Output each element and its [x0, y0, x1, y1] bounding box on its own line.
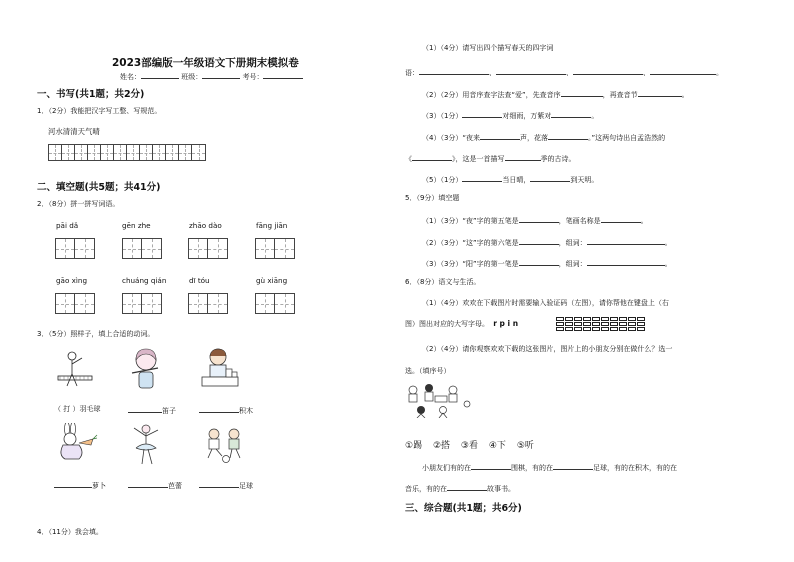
q5-part1[interactable]: （1）（3分）“夜”字的第五笔是 ，笔画名称是 。 — [422, 214, 648, 226]
kids-activities-illustration — [405, 382, 473, 418]
q4-part4-cont[interactable]: 《 》，这是一首描写 季的古诗。 — [405, 152, 576, 164]
q5-part2[interactable]: （2）（3分）“这”字的第六笔是 ，组词： 。 — [422, 236, 672, 248]
verb-blank-3[interactable]: 积木 — [199, 404, 253, 416]
badminton-illustration — [52, 348, 98, 390]
ballet-girl-illustration — [128, 422, 164, 466]
pinyin-7: dī tóu — [189, 276, 210, 285]
number-field[interactable] — [263, 70, 303, 79]
pinyin-2: gēn zhe — [122, 221, 151, 230]
question-4: 4．（11分）我会填。 — [37, 528, 103, 536]
option-list — [405, 438, 534, 451]
q6-part2-cont: 选。（填序号） — [405, 367, 451, 375]
char-box-1[interactable] — [55, 238, 95, 259]
char-box-6[interactable] — [122, 293, 162, 314]
section-heading-1: 一、书写(共1题；共2分) — [37, 89, 145, 100]
q4-part1-answers[interactable]: 语： 、 、 、 。 — [405, 66, 723, 78]
question-2: 2．（8分）拼一拼写词语。 — [37, 200, 120, 208]
option-5: ⑤听 — [516, 441, 534, 451]
q6-part2: （2）（4分）请你观察欢欢下载的这张图片，图片上的小朋友分别在做什么？选一 — [422, 345, 673, 353]
q6-fill-line2[interactable]: 音乐，有的在 故事书。 — [405, 482, 515, 494]
student-info — [120, 70, 303, 82]
char-box-4[interactable] — [255, 238, 295, 259]
question-5: 5．（9分）填空题 — [405, 194, 460, 202]
char-box-5[interactable] — [55, 293, 95, 314]
right-page — [397, 0, 794, 562]
char-box-7[interactable] — [188, 293, 228, 314]
football-kids-illustration — [200, 426, 248, 464]
verb-blank-6[interactable]: 足球 — [199, 479, 253, 491]
verb-blank-2[interactable]: 笛子 — [128, 404, 176, 416]
sample-text: 河水清清天气晴 — [48, 127, 100, 136]
char-box-3[interactable] — [188, 238, 228, 259]
q6-part1-cont: 图）图出对应的大写字母。 r p i n — [405, 319, 519, 328]
q4-part4[interactable]: （4）（3分）“夜来 声，花落 。”这两句诗出自孟浩然的 — [422, 131, 665, 143]
blocks-boy-illustration — [198, 346, 242, 390]
q4-part2[interactable]: （2）（2分）用音序查字法查“爱”，先查音序 ，再查音节 。 — [422, 88, 689, 100]
char-box-8[interactable] — [255, 293, 295, 314]
class-field[interactable] — [202, 70, 240, 79]
q4-part1: （1）（4分）请写出四个描写春天的四字词 — [422, 44, 554, 52]
captcha-letters: r p i n — [493, 319, 519, 328]
page-title: 2023部编版一年级语文下册期末模拟卷 — [112, 57, 299, 69]
pinyin-4: fāng jiān — [256, 221, 288, 230]
class-label: 班级： — [181, 73, 203, 81]
number-label: 考号： — [242, 73, 264, 81]
pinyin-6: chuáng qián — [122, 276, 167, 285]
option-4: ④下 — [488, 441, 506, 451]
option-2: ②搭 — [432, 441, 451, 451]
char-box-2[interactable] — [122, 238, 162, 259]
name-field[interactable] — [141, 70, 179, 79]
pinyin-1: pāi dǎ — [56, 221, 79, 230]
q6-fill-line1[interactable]: 小朋友们有的在 围棋，有的在 足球，有的在积木，有的在 — [422, 461, 677, 473]
q6-part1: （1）（4分）欢欢在下载图片时需要输入验证码（左图），请你帮他在键盘上（右 — [422, 299, 669, 307]
pinyin-8: gù xiāng — [256, 276, 288, 285]
name-label: 姓名： — [120, 73, 141, 81]
option-1: ①踢 — [405, 441, 423, 451]
section-heading-2: 二、填空题(共5题；共41分) — [37, 182, 161, 193]
pinyin-3: zhāo dào — [189, 221, 222, 230]
question-3: 3．（5分）照样子，填上合适的动词。 — [37, 330, 155, 338]
q4-part3[interactable]: （3）（1分） 对细雨，万紫对 。 — [422, 109, 598, 121]
flute-girl-illustration — [128, 346, 166, 392]
q5-part3[interactable]: （3）（3分）“阳”字的第一笔是 ，组词： 。 — [422, 257, 672, 269]
verb-answer-1: （ 打 ）羽毛球 — [54, 405, 101, 413]
writing-grid[interactable] — [48, 144, 206, 161]
verb-blank-4[interactable]: 萝卜 — [54, 479, 106, 491]
keyboard-image — [556, 317, 645, 331]
pinyin-5: gāo xìng — [56, 276, 88, 285]
section-heading-3: 三、综合题(共1题；共6分) — [405, 503, 522, 514]
option-3: ③看 — [460, 441, 478, 451]
question-1: 1．（2分）我能把汉字写工整、写规范。 — [37, 107, 162, 115]
verb-blank-5[interactable]: 芭蕾 — [128, 479, 182, 491]
question-6: 6．（8分）语文与生活。 — [405, 278, 481, 286]
q4-part5[interactable]: （5）（1分） 当日晴， 到天明。 — [422, 173, 598, 185]
rabbit-carrot-illustration — [53, 423, 99, 463]
